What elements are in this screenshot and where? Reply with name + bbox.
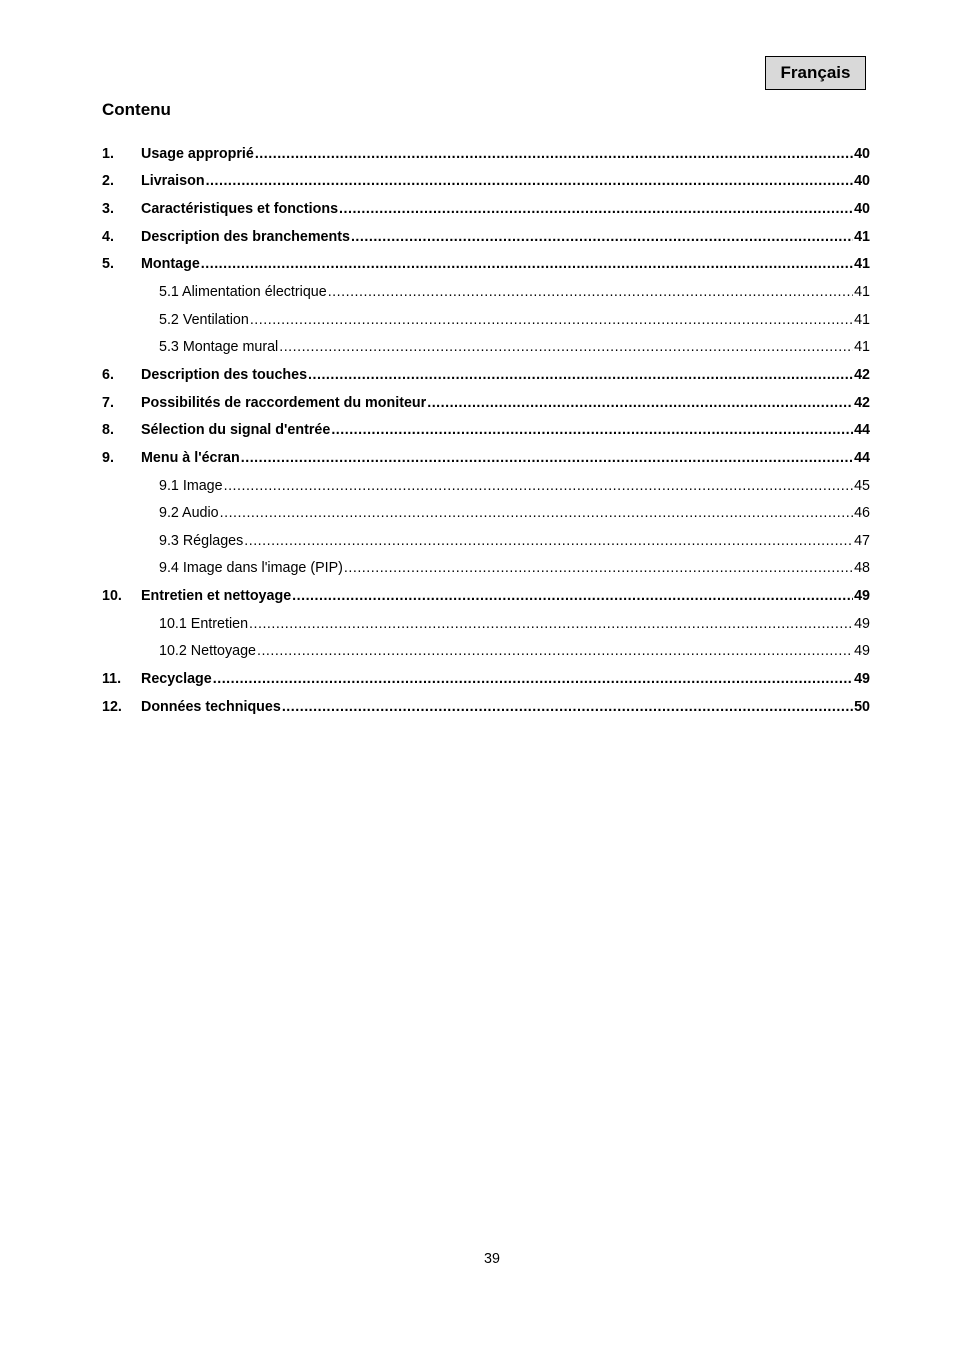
toc-entry-title: Possibilités de raccordement du moniteur [141, 394, 427, 411]
toc-entry-page: 42 [854, 366, 870, 383]
toc-entry-number: 11. [102, 670, 122, 687]
toc-leader-dots [206, 173, 854, 189]
toc-entry[interactable] [102, 140, 870, 168]
toc-entry-page: 41 [854, 339, 870, 356]
toc-entry-title: 5.3 Montage mural [159, 339, 279, 356]
toc-leader-dots [224, 478, 854, 494]
toc-leader-dots [328, 284, 853, 300]
toc-subentry[interactable] [102, 610, 870, 638]
toc-entry[interactable] [102, 444, 870, 472]
toc-entry-page: 41 [854, 228, 870, 245]
toc-entry-number: 8. [102, 422, 114, 439]
toc-entry-number: 3. [102, 201, 114, 218]
toc-leader-dots [249, 616, 853, 632]
toc-leader-dots [241, 450, 853, 466]
toc-subentry[interactable] [102, 527, 870, 555]
toc-entry-page: 44 [854, 422, 870, 439]
toc-subentry[interactable] [102, 638, 870, 666]
toc-entry-page: 47 [854, 532, 870, 549]
toc-leader-dots [201, 256, 853, 272]
toc-entry[interactable] [102, 416, 870, 444]
toc-entry-title: 10.1 Entretien [159, 615, 249, 632]
toc-entry-title: Usage approprié [141, 145, 254, 162]
toc-entry-number: 4. [102, 228, 114, 245]
toc-leader-dots [250, 312, 853, 328]
toc-entry[interactable] [102, 168, 870, 196]
toc-entry-title: 9.2 Audio [159, 505, 219, 522]
toc-entry-title: 5.2 Ventilation [159, 311, 249, 328]
toc-entry-page: 41 [854, 284, 870, 301]
toc-entry-title: Sélection du signal d'entrée [141, 422, 331, 439]
toc-entry-page: 46 [854, 505, 870, 522]
toc-entry-page: 50 [854, 698, 870, 715]
toc-entry[interactable] [102, 251, 870, 279]
toc-entry-page: 42 [854, 394, 870, 411]
toc-leader-dots [351, 229, 853, 245]
table-of-contents [102, 140, 870, 720]
toc-entry-title: Recyclage [141, 670, 212, 687]
toc-entry-number: 12. [102, 698, 122, 715]
language-badge: Français [765, 56, 866, 90]
toc-entry-title: 5.1 Alimentation électrique [159, 284, 327, 301]
toc-entry-title: Description des branchements [141, 228, 350, 245]
toc-entry-page: 49 [854, 670, 870, 687]
toc-leader-dots [220, 505, 853, 521]
toc-entry-number: 7. [102, 394, 114, 411]
toc-entry-title: Montage [141, 256, 200, 273]
toc-entry-title: 10.2 Nettoyage [159, 643, 256, 660]
toc-entry-title: 9.4 Image dans l'image (PIP) [159, 560, 343, 577]
toc-entry-page: 48 [854, 560, 870, 577]
toc-entry-title: Caractéristiques et fonctions [141, 201, 339, 218]
page-title: Contenu [102, 100, 171, 119]
toc-subentry[interactable] [102, 555, 870, 583]
toc-entry[interactable] [102, 361, 870, 389]
toc-entry[interactable] [102, 223, 870, 251]
toc-subentry[interactable] [102, 306, 870, 334]
toc-subentry[interactable] [102, 472, 870, 500]
toc-leader-dots [339, 201, 853, 217]
toc-entry-page: 40 [854, 145, 870, 162]
page-number: 39 [484, 1251, 500, 1267]
toc-entry-title: Entretien et nettoyage [141, 588, 292, 605]
toc-entry-title: 9.3 Réglages [159, 532, 244, 549]
toc-entry-title: Menu à l'écran [141, 449, 240, 466]
toc-entry-page: 49 [854, 643, 870, 660]
toc-leader-dots [279, 339, 853, 355]
toc-entry-title: 9.1 Image [159, 477, 223, 494]
toc-leader-dots [244, 533, 853, 549]
toc-subentry[interactable] [102, 278, 870, 306]
toc-entry-number: 10. [102, 588, 122, 605]
toc-subentry[interactable] [102, 499, 870, 527]
toc-leader-dots [213, 671, 853, 687]
toc-entry[interactable] [102, 693, 870, 721]
toc-entry-number: 5. [102, 256, 114, 273]
toc-entry[interactable] [102, 582, 870, 610]
toc-entry-page: 49 [854, 588, 870, 605]
toc-entry-number: 1. [102, 145, 114, 162]
toc-entry-page: 41 [854, 256, 870, 273]
toc-entry-page: 44 [854, 449, 870, 466]
toc-entry-number: 2. [102, 173, 114, 190]
toc-entry-number: 6. [102, 366, 114, 383]
toc-entry-page: 41 [854, 311, 870, 328]
toc-entry-page: 45 [854, 477, 870, 494]
toc-leader-dots [308, 367, 853, 383]
toc-entry[interactable] [102, 665, 870, 693]
toc-leader-dots [282, 699, 853, 715]
toc-entry-page: 40 [854, 173, 870, 190]
toc-entry-title: Description des touches [141, 366, 308, 383]
toc-entry-title: Livraison [141, 173, 205, 190]
toc-entry-page: 40 [854, 201, 870, 218]
toc-leader-dots [255, 146, 853, 162]
toc-leader-dots [344, 560, 853, 576]
toc-subentry[interactable] [102, 333, 870, 361]
toc-leader-dots [292, 588, 853, 604]
toc-leader-dots [257, 643, 853, 659]
toc-leader-dots [427, 395, 853, 411]
toc-entry-title: Données techniques [141, 698, 281, 715]
toc-entry[interactable] [102, 389, 870, 417]
toc-entry[interactable] [102, 195, 870, 223]
toc-leader-dots [331, 422, 853, 438]
toc-entry-number: 9. [102, 449, 114, 466]
toc-entry-page: 49 [854, 615, 870, 632]
